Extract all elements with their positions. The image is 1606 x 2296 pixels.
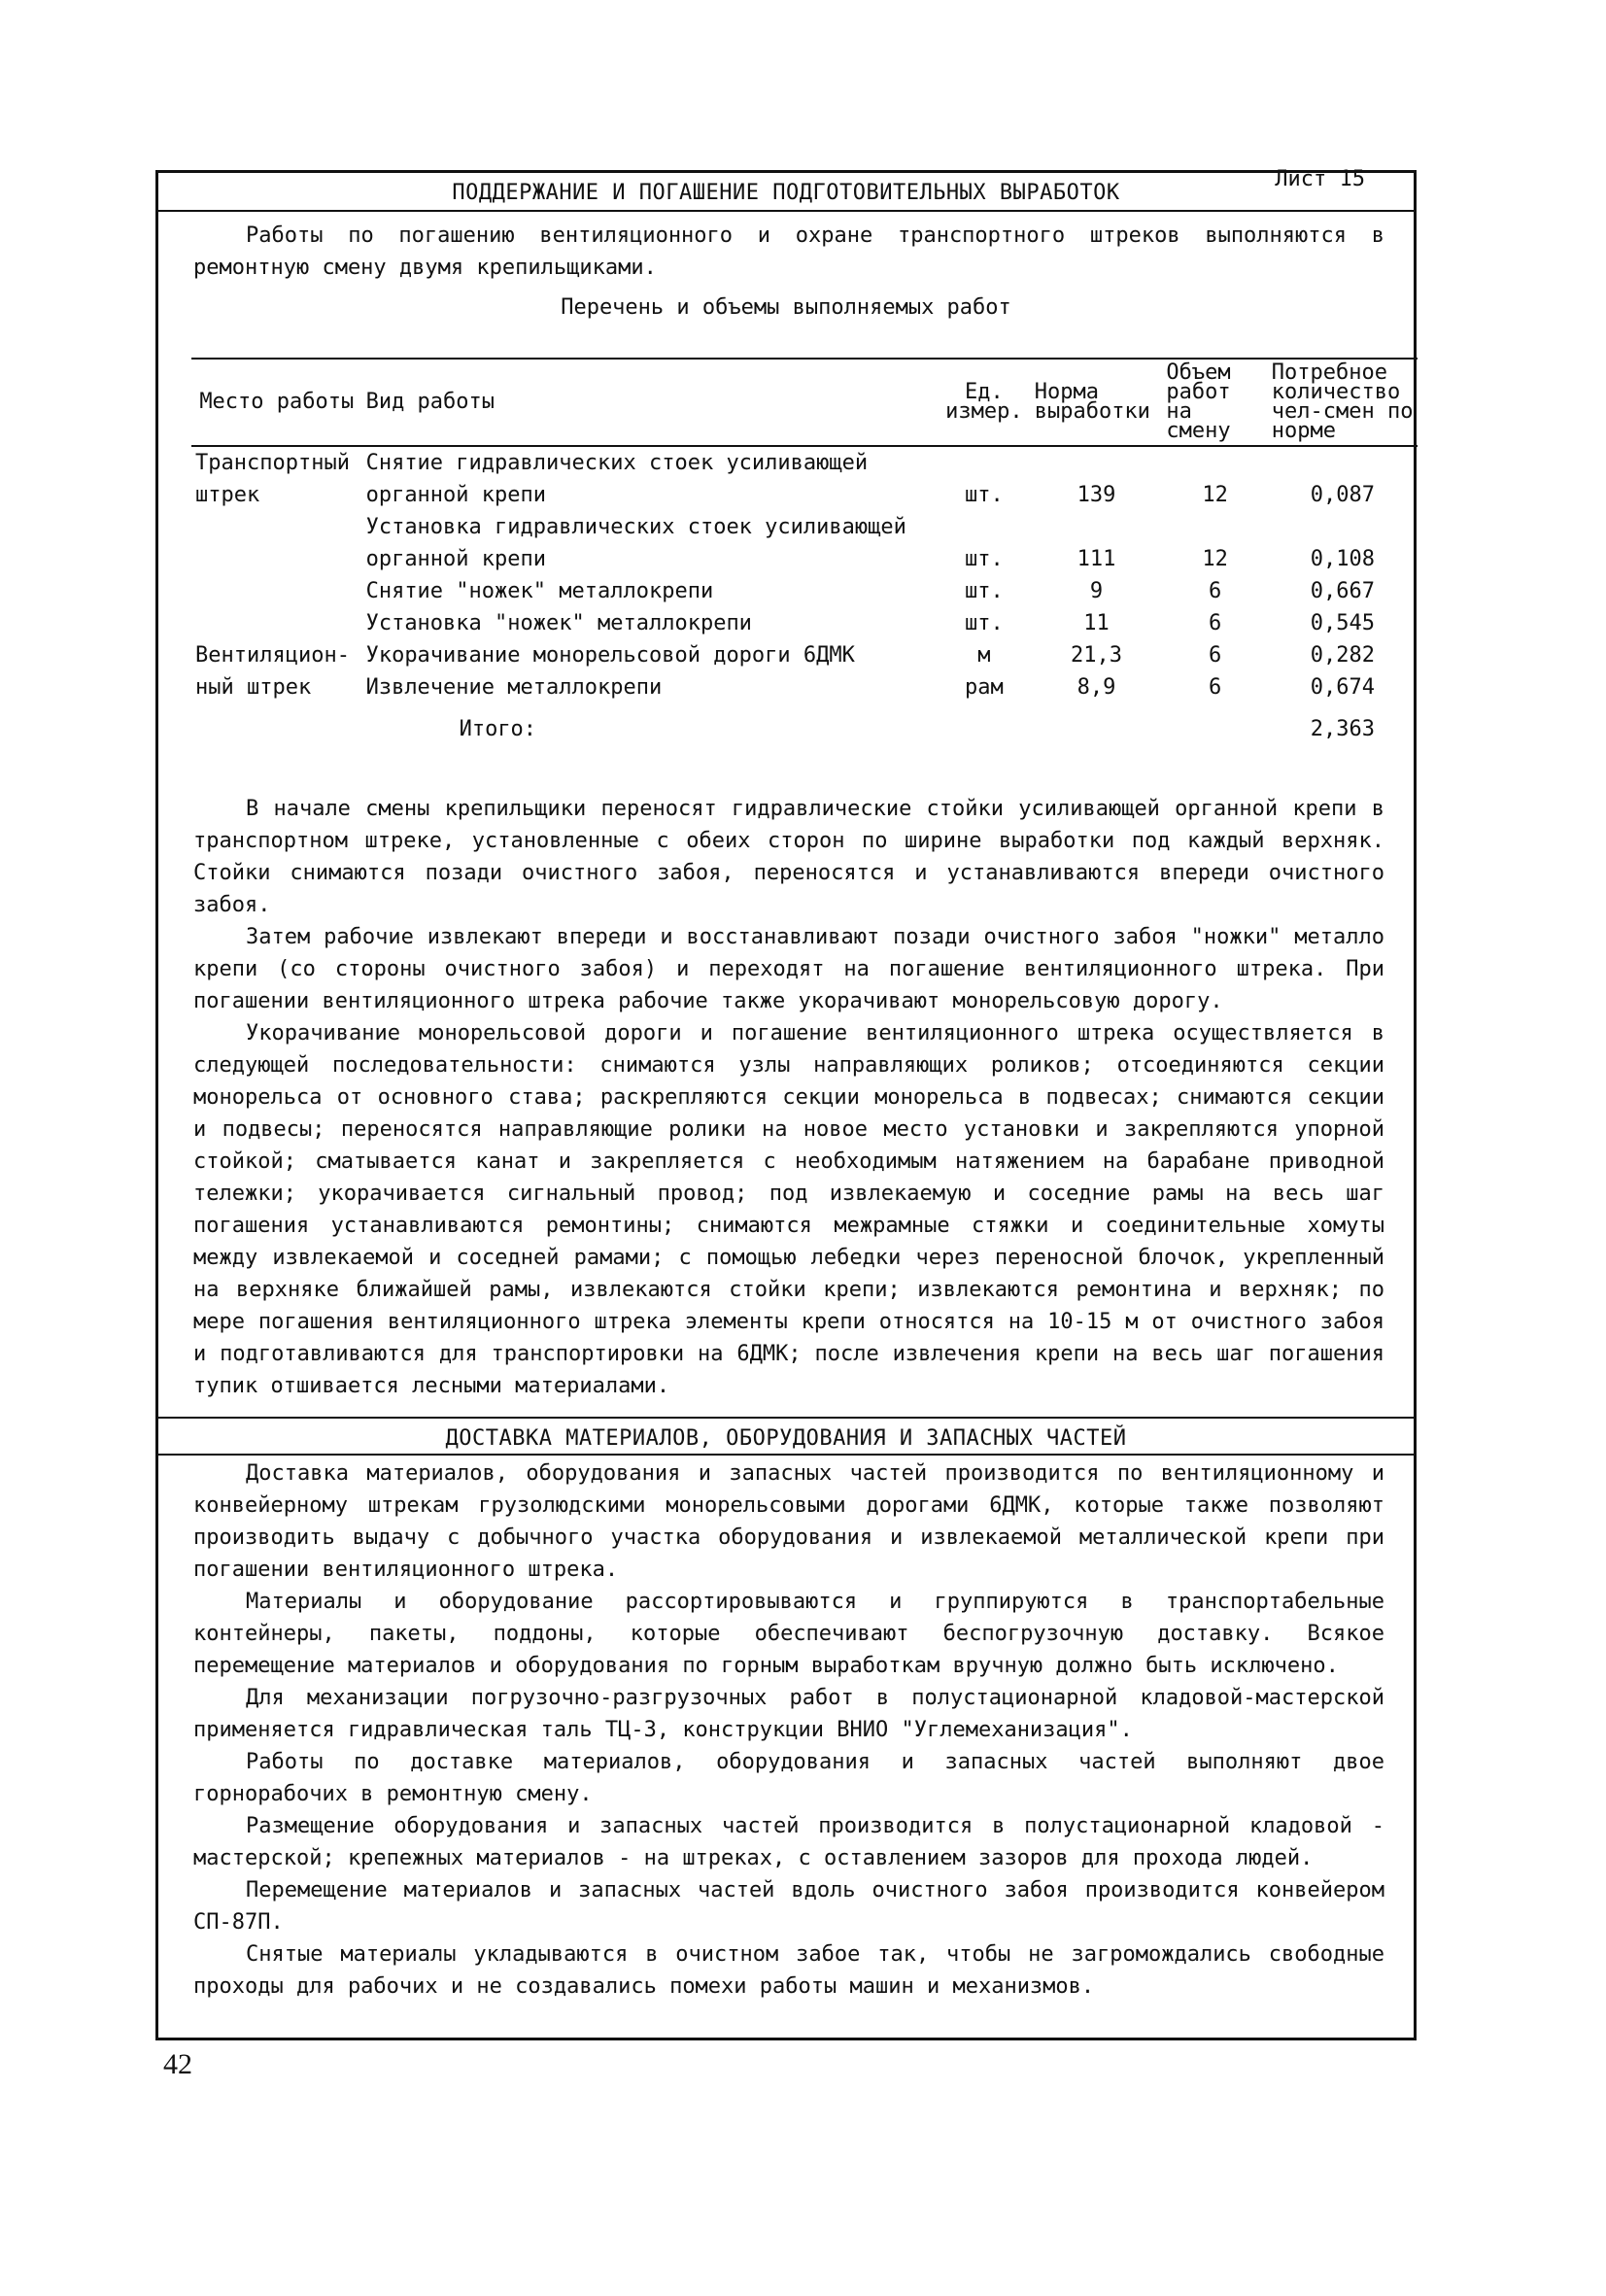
table-row (191, 511, 1418, 543)
cell-norm: 139 (1076, 483, 1116, 507)
body-paragraph: Снятые материалы укладываются в очистном забое так, чтобы не загромождались свободные проходы для рабочих и не создавались помехи работы машин и механизмов. (193, 1942, 1384, 1999)
table-row (191, 671, 1418, 703)
table-row (191, 607, 1418, 639)
cell-norm: 8,9 (1076, 675, 1116, 700)
table-title: Перечень и объемы выполняемых работ (561, 295, 1011, 320)
body-paragraph: Для механизации погрузочно-разгрузочных работ в полустационарной кладовой-мастерской применяется гидравлическая таль ТЦ-3, конструкции ВНИО "Углемеханизация". (193, 1686, 1384, 1742)
cell-place (191, 575, 362, 607)
table-row (191, 543, 1418, 575)
body-paragraph: Работы по доставке материалов, оборудования и запасных частей выполняют двое горнорабочих в ремонтную смену. (193, 1750, 1384, 1806)
section-title: ДОСТАВКА МАТЕРИАЛОВ, ОБОРУДОВАНИЯ И ЗАПАСНЫХ ЧАСТЕЙ (445, 1426, 1127, 1451)
page-title: ПОДДЕРЖАНИЕ И ПОГАШЕНИЕ ПОДГОТОВИТЕЛЬНЫХ ВЫРАБОТОК (452, 181, 1120, 205)
cell-empty (938, 703, 1031, 745)
section-header (158, 1417, 1414, 1456)
col-work: Вид работы (365, 390, 495, 414)
cell-work: Укорачивание монорельсовой дороги 6ДМК (365, 643, 855, 668)
cell-unit: м (977, 643, 991, 668)
cell-volume: 6 (1208, 675, 1222, 700)
cell-unit: шт. (965, 547, 1004, 571)
cell-work: Установка "ножек" металлокрепи (365, 611, 752, 635)
body-text-1 (193, 793, 1384, 1402)
cell-empty (1031, 703, 1163, 745)
cell-volume: 6 (1208, 579, 1222, 603)
cell-place (191, 543, 362, 575)
table-row (191, 479, 1418, 511)
cell-unit: рам (965, 675, 1004, 700)
cell-need: 0,545 (1310, 611, 1376, 635)
cell-work: Установка гидравлических стоек усиливающей (365, 515, 906, 539)
table-row (191, 446, 1418, 479)
cell-need: 0,667 (1310, 579, 1376, 603)
body-text-2 (193, 1457, 1384, 2003)
cell-place: Вентиляцион- (195, 643, 350, 668)
cell-norm: 9 (1089, 579, 1104, 603)
cell-volume (1162, 511, 1267, 543)
body-paragraph: Доставка материалов, оборудования и запасных частей производится по вентиляционному и конвейерному штрекам грузолюдскими монорельсовыми дорогами 6ДМК, которые также позволяют производить выдачу с добычного участка оборудования и извлекаемой металлической крепи при погашении вентиляционного штрека. (193, 1461, 1384, 1582)
cell-unit (938, 446, 1031, 479)
cell-place: ный штрек (195, 675, 312, 700)
page-header (158, 167, 1414, 212)
cell-need: 0,108 (1310, 547, 1376, 571)
body-paragraph: Материалы и оборудование рассортировываются и группируются в транспортабельные контейнеры, пакеты, поддоны, которые обеспечивают беспогрузочную доставку. Всякое перемещение материалов и оборудования по горным выработкам вручную должно быть исключено. (193, 1590, 1384, 1678)
col-need: Потребное количество чел-смен по норме (1271, 360, 1414, 443)
col-unit: Ед. измер. (945, 380, 1023, 424)
cell-work: Извлечение металлокрепи (365, 675, 663, 700)
body-paragraph: Размещение оборудования и запасных частей производится в полустационарной кладовой - мастерской; крепежных материалов - на штреках, с оставлением зазоров для прохода людей. (193, 1814, 1384, 1870)
sheet-number: Лист 15 (1275, 167, 1365, 191)
cell-work: органной крепи (365, 483, 547, 507)
cell-need: 0,282 (1310, 643, 1376, 668)
page-number: 42 (163, 2048, 192, 2080)
cell-work: Снятие "ножек" металлокрепи (365, 579, 714, 603)
works-table (191, 358, 1418, 745)
cell-volume: 12 (1202, 483, 1228, 507)
table-header-row (191, 359, 1418, 446)
cell-place (191, 511, 362, 543)
page-frame (155, 167, 1417, 2040)
cell-unit: шт. (965, 483, 1004, 507)
cell-need (1268, 446, 1418, 479)
cell-work: Снятие гидравлических стоек усиливающей (365, 451, 869, 475)
table-total-row (191, 703, 1418, 745)
cell-norm: 11 (1083, 611, 1110, 635)
total-label: Итого: (459, 717, 537, 741)
col-norm: Норма выработки (1034, 380, 1150, 424)
body-paragraph: Затем рабочие извлекают впереди и восстанавливают позади очистного забоя "ножки" металло крепи (со стороны очистного забоя) и переходят на погашение вентиляционного штрека. При погашении вентиляционного штрека рабочие также укорачивают монорельсовую дорогу. (193, 925, 1384, 1013)
cell-empty (191, 703, 362, 745)
cell-volume: 12 (1202, 547, 1228, 571)
cell-need: 0,087 (1310, 483, 1376, 507)
cell-volume (1162, 446, 1267, 479)
total-value: 2,363 (1310, 717, 1376, 741)
cell-unit: шт. (965, 611, 1004, 635)
intro-paragraph: Работы по погашению вентиляционного и охране транспортного штреков выполняются в ремонтную смену двумя крепильщиками. (193, 223, 1384, 280)
cell-unit (938, 511, 1031, 543)
cell-norm (1031, 446, 1163, 479)
cell-norm (1031, 511, 1163, 543)
cell-norm: 111 (1076, 547, 1116, 571)
body-paragraph: Перемещение материалов и запасных частей вдоль очистного забоя производится конвейером СП-87П. (193, 1878, 1384, 1935)
body-paragraph: Укорачивание монорельсовой дороги и погашение вентиляционного штрека осуществляется в следующей последовательности: снимаются узлы направляющих роликов; отсоединяются секции монорельса от основного става; раскрепляются секции монорельса в подвесах; снимаются секции и подвесы; переносятся направляющие ролики на новое место установки и закрепляются упорной стойкой; сматывается канат и закрепляется с необходимым натяжением на барабане приводной тележки; укорачивается сигнальный провод; под извлекаемую и соседние рамы на весь шаг погашения устанавливаются ремонтины; снимаются межрамные стяжки и соединительные хомуты между извлекаемой и соседней рамами; с помощью лебедки через переносной блочок, укрепленный на верхняке ближайшей рамы, извлекаются стойки крепи; извлекаются ремонтина и верхняк; по мере погашения вентиляционного штрека элементы крепи относятся на 10-15 м от очистного забоя и подготавливаются для транспортировки на 6ДМК; после извлечения крепи на весь шаг погашения тупик отшивается лесными материалами. (193, 1021, 1384, 1398)
cell-volume: 6 (1208, 611, 1222, 635)
cell-place: Транспортный (195, 451, 350, 475)
body-paragraph: В начале смены крепильщики переносят гидравлические стойки усиливающей органной крепи в транспортном штреке, установленные с обеих сторон по ширине выработки под каждый верхняк. Стойки снимаются позади очистного забоя, переносятся и устанавливаются впереди очистного забоя. (193, 797, 1384, 917)
cell-volume: 6 (1208, 643, 1222, 668)
table-row (191, 639, 1418, 671)
cell-norm: 21,3 (1071, 643, 1123, 668)
cell-place (191, 607, 362, 639)
table-row (191, 575, 1418, 607)
col-volume: Объем работ на смену (1166, 360, 1231, 443)
cell-need: 0,674 (1310, 675, 1376, 700)
cell-place: штрек (195, 483, 260, 507)
cell-empty (1162, 703, 1267, 745)
col-place: Место работы (199, 390, 355, 414)
cell-need (1268, 511, 1418, 543)
cell-work: органной крепи (365, 547, 547, 571)
cell-unit: шт. (965, 579, 1004, 603)
